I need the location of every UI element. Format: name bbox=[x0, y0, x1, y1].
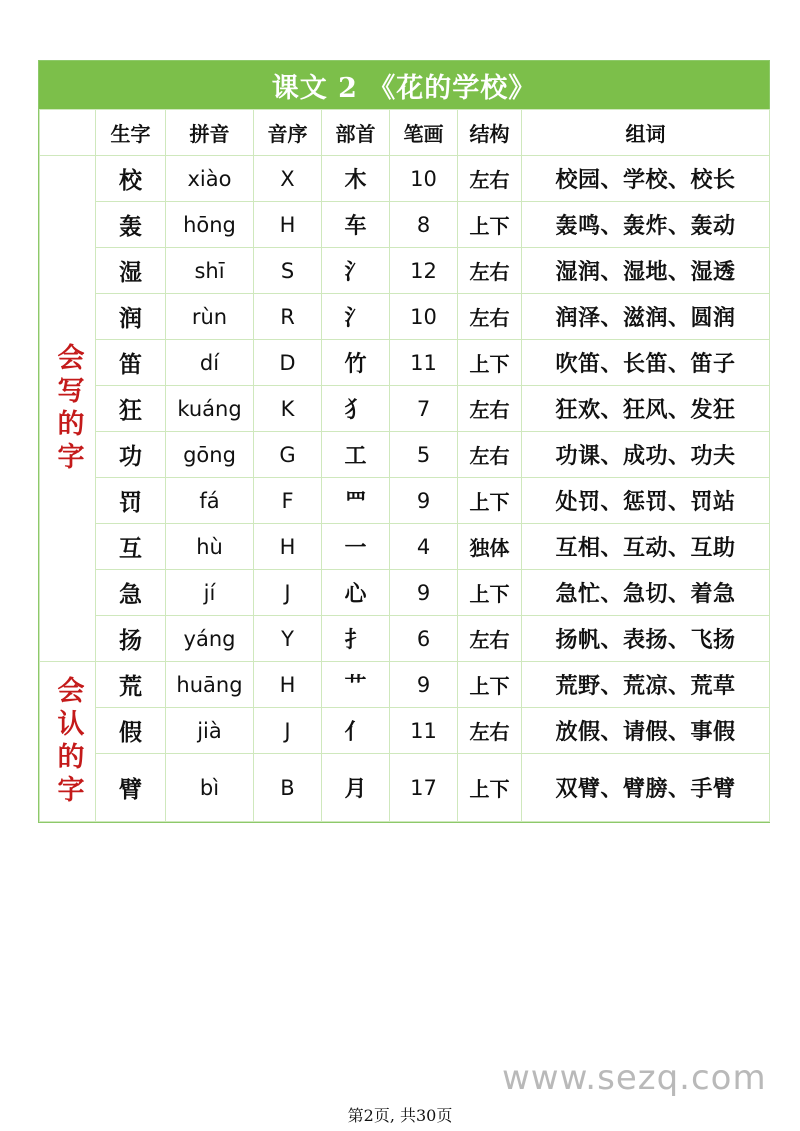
strokes-cell: 5 bbox=[390, 432, 458, 478]
strokes-cell: 10 bbox=[390, 294, 458, 340]
pinyin-cell: bì bbox=[166, 754, 254, 822]
radical-cell: 艹 bbox=[322, 662, 390, 708]
strokes-cell: 11 bbox=[390, 340, 458, 386]
table-row bbox=[40, 478, 770, 524]
char-cell: 润 bbox=[96, 294, 166, 340]
pinyin-cell: hù bbox=[166, 524, 254, 570]
strokes-cell: 7 bbox=[390, 386, 458, 432]
structure-cell: 上下 bbox=[458, 570, 522, 616]
table-row bbox=[40, 616, 770, 662]
group-label: 会写的字 bbox=[40, 156, 96, 662]
header-cell: 音序 bbox=[254, 110, 322, 156]
table-row bbox=[40, 524, 770, 570]
header-cell: 结构 bbox=[458, 110, 522, 156]
header-cell: 生字 bbox=[96, 110, 166, 156]
radical-cell: 一 bbox=[322, 524, 390, 570]
words-cell: 扬帆、表扬、飞扬 bbox=[522, 616, 770, 662]
char-cell: 假 bbox=[96, 708, 166, 754]
radical-cell: 犭 bbox=[322, 386, 390, 432]
words-cell: 放假、请假、事假 bbox=[522, 708, 770, 754]
char-cell: 笛 bbox=[96, 340, 166, 386]
words-cell: 吹笛、长笛、笛子 bbox=[522, 340, 770, 386]
radical-cell: 车 bbox=[322, 202, 390, 248]
words-cell: 急忙、急切、着急 bbox=[522, 570, 770, 616]
initial-cell: K bbox=[254, 386, 322, 432]
vocab-table bbox=[39, 109, 770, 822]
initial-cell: J bbox=[254, 570, 322, 616]
strokes-cell: 11 bbox=[390, 708, 458, 754]
structure-cell: 左右 bbox=[458, 708, 522, 754]
structure-cell: 独体 bbox=[458, 524, 522, 570]
structure-cell: 上下 bbox=[458, 478, 522, 524]
radical-cell: 氵 bbox=[322, 294, 390, 340]
radical-cell: 木 bbox=[322, 156, 390, 202]
initial-cell: S bbox=[254, 248, 322, 294]
strokes-cell: 17 bbox=[390, 754, 458, 822]
char-cell: 轰 bbox=[96, 202, 166, 248]
header-cell: 部首 bbox=[322, 110, 390, 156]
strokes-cell: 8 bbox=[390, 202, 458, 248]
radical-cell: 月 bbox=[322, 754, 390, 822]
initial-cell: G bbox=[254, 432, 322, 478]
structure-cell: 左右 bbox=[458, 432, 522, 478]
pinyin-cell: dí bbox=[166, 340, 254, 386]
pinyin-cell: hōng bbox=[166, 202, 254, 248]
words-cell: 双臂、臂膀、手臂 bbox=[522, 754, 770, 822]
structure-cell: 上下 bbox=[458, 754, 522, 822]
char-cell: 荒 bbox=[96, 662, 166, 708]
pinyin-cell: jià bbox=[166, 708, 254, 754]
watermark: www.sezq.com bbox=[502, 1058, 767, 1098]
char-cell: 互 bbox=[96, 524, 166, 570]
strokes-cell: 9 bbox=[390, 662, 458, 708]
strokes-cell: 9 bbox=[390, 570, 458, 616]
initial-cell: Y bbox=[254, 616, 322, 662]
radical-cell: 氵 bbox=[322, 248, 390, 294]
char-cell: 扬 bbox=[96, 616, 166, 662]
pinyin-cell: fá bbox=[166, 478, 254, 524]
table-row bbox=[40, 294, 770, 340]
initial-cell: H bbox=[254, 202, 322, 248]
table-row bbox=[40, 570, 770, 616]
structure-cell: 左右 bbox=[458, 386, 522, 432]
table-row bbox=[40, 156, 770, 202]
strokes-cell: 9 bbox=[390, 478, 458, 524]
words-cell: 湿润、湿地、湿透 bbox=[522, 248, 770, 294]
radical-cell: 亻 bbox=[322, 708, 390, 754]
table-row bbox=[40, 708, 770, 754]
char-cell: 臂 bbox=[96, 754, 166, 822]
initial-cell: J bbox=[254, 708, 322, 754]
words-cell: 校园、学校、校长 bbox=[522, 156, 770, 202]
pinyin-cell: xiào bbox=[166, 156, 254, 202]
initial-cell: B bbox=[254, 754, 322, 822]
table-row bbox=[40, 662, 770, 708]
pinyin-cell: kuáng bbox=[166, 386, 254, 432]
words-cell: 轰鸣、轰炸、轰动 bbox=[522, 202, 770, 248]
char-cell: 罚 bbox=[96, 478, 166, 524]
table-row bbox=[40, 432, 770, 478]
header-cell: 组词 bbox=[522, 110, 770, 156]
strokes-cell: 12 bbox=[390, 248, 458, 294]
table-row bbox=[40, 754, 770, 822]
initial-cell: X bbox=[254, 156, 322, 202]
char-cell: 湿 bbox=[96, 248, 166, 294]
structure-cell: 上下 bbox=[458, 202, 522, 248]
words-cell: 功课、成功、功夫 bbox=[522, 432, 770, 478]
structure-cell: 左右 bbox=[458, 156, 522, 202]
pinyin-cell: huāng bbox=[166, 662, 254, 708]
radical-cell: 心 bbox=[322, 570, 390, 616]
pinyin-cell: shī bbox=[166, 248, 254, 294]
lesson-title: 课文 2 《花的学校》 bbox=[39, 61, 769, 109]
initial-cell: H bbox=[254, 524, 322, 570]
char-cell: 功 bbox=[96, 432, 166, 478]
header-cell: 笔画 bbox=[390, 110, 458, 156]
header-cell bbox=[40, 110, 96, 156]
strokes-cell: 6 bbox=[390, 616, 458, 662]
char-cell: 狂 bbox=[96, 386, 166, 432]
char-cell: 校 bbox=[96, 156, 166, 202]
pinyin-cell: yáng bbox=[166, 616, 254, 662]
vocab-sheet bbox=[38, 60, 770, 823]
table-body bbox=[40, 156, 770, 822]
structure-cell: 上下 bbox=[458, 340, 522, 386]
strokes-cell: 10 bbox=[390, 156, 458, 202]
table-row bbox=[40, 340, 770, 386]
words-cell: 处罚、惩罚、罚站 bbox=[522, 478, 770, 524]
structure-cell: 左右 bbox=[458, 294, 522, 340]
radical-cell: 罒 bbox=[322, 478, 390, 524]
page-indicator: 第2页, 共30页 bbox=[347, 1106, 453, 1125]
words-cell: 润泽、滋润、圆润 bbox=[522, 294, 770, 340]
structure-cell: 左右 bbox=[458, 616, 522, 662]
initial-cell: H bbox=[254, 662, 322, 708]
table-row bbox=[40, 202, 770, 248]
pinyin-cell: gōng bbox=[166, 432, 254, 478]
structure-cell: 左右 bbox=[458, 248, 522, 294]
words-cell: 狂欢、狂风、发狂 bbox=[522, 386, 770, 432]
char-cell: 急 bbox=[96, 570, 166, 616]
radical-cell: 扌 bbox=[322, 616, 390, 662]
radical-cell: 竹 bbox=[322, 340, 390, 386]
table-row bbox=[40, 386, 770, 432]
structure-cell: 上下 bbox=[458, 662, 522, 708]
initial-cell: R bbox=[254, 294, 322, 340]
words-cell: 互相、互动、互助 bbox=[522, 524, 770, 570]
initial-cell: D bbox=[254, 340, 322, 386]
table-row bbox=[40, 248, 770, 294]
header-row bbox=[40, 110, 770, 156]
words-cell: 荒野、荒凉、荒草 bbox=[522, 662, 770, 708]
pinyin-cell: jí bbox=[166, 570, 254, 616]
group-label: 会认的字 bbox=[40, 662, 96, 822]
strokes-cell: 4 bbox=[390, 524, 458, 570]
radical-cell: 工 bbox=[322, 432, 390, 478]
initial-cell: F bbox=[254, 478, 322, 524]
pinyin-cell: rùn bbox=[166, 294, 254, 340]
header-cell: 拼音 bbox=[166, 110, 254, 156]
